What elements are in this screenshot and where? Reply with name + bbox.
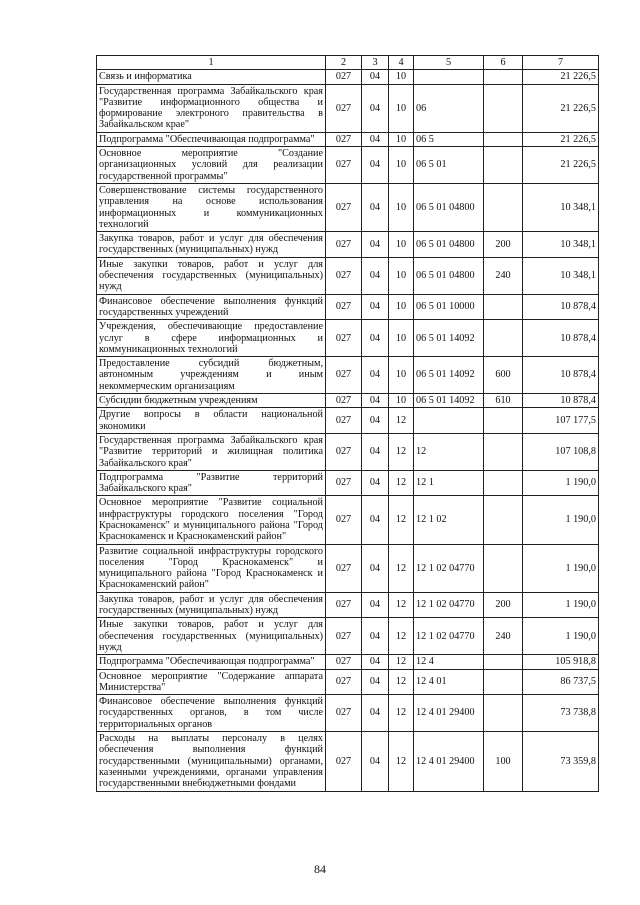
cell-pr: 10	[389, 183, 414, 231]
cell-ved: 027	[326, 70, 362, 84]
table-row	[97, 470, 599, 496]
cell-name: Другие вопросы в области национальной экономики	[97, 408, 326, 434]
cell-csr: 06	[414, 84, 484, 132]
header-row	[97, 56, 599, 70]
cell-ved: 027	[326, 294, 362, 320]
table-row	[97, 592, 599, 618]
cell-rz: 04	[362, 496, 389, 544]
cell-ved: 027	[326, 257, 362, 294]
cell-sum: 1 190,0	[523, 470, 599, 496]
cell-pr: 12	[389, 655, 414, 669]
cell-ved: 027	[326, 408, 362, 434]
cell-csr	[414, 70, 484, 84]
table-row	[97, 732, 599, 791]
cell-pr: 10	[389, 357, 414, 394]
table-row	[97, 183, 599, 231]
cell-csr: 12 1 02 04770	[414, 618, 484, 655]
cell-csr: 12	[414, 433, 484, 470]
cell-rz: 04	[362, 544, 389, 592]
cell-vr	[484, 470, 523, 496]
cell-pr: 12	[389, 408, 414, 434]
cell-name: Основное мероприятие "Развитие социальной инфраструктуры городского поселения "Город Краснокаменск" и муниципального района "Город Краснокаменск и Краснокаменский район"	[97, 496, 326, 544]
cell-pr: 10	[389, 394, 414, 408]
cell-pr: 10	[389, 70, 414, 84]
table-row	[97, 357, 599, 394]
table-row	[97, 147, 599, 184]
cell-rz: 04	[362, 70, 389, 84]
cell-csr: 06 5 01 14092	[414, 394, 484, 408]
cell-vr	[484, 544, 523, 592]
table-row	[97, 294, 599, 320]
cell-sum: 86 737,5	[523, 669, 599, 695]
cell-vr: 240	[484, 257, 523, 294]
cell-rz: 04	[362, 147, 389, 184]
cell-ved: 027	[326, 496, 362, 544]
cell-sum: 73 738,8	[523, 695, 599, 732]
table-row	[97, 433, 599, 470]
cell-vr	[484, 669, 523, 695]
cell-sum: 21 226,5	[523, 70, 599, 84]
cell-csr: 12 1 02 04770	[414, 544, 484, 592]
cell-rz: 04	[362, 618, 389, 655]
cell-sum: 10 878,4	[523, 357, 599, 394]
cell-sum: 10 348,1	[523, 183, 599, 231]
table-row	[97, 496, 599, 544]
cell-vr: 240	[484, 618, 523, 655]
cell-name: Совершенствование системы государственного управления на основе использования информационных и коммуникационных технологий	[97, 183, 326, 231]
table-row	[97, 618, 599, 655]
cell-sum: 10 878,4	[523, 394, 599, 408]
cell-sum: 10 878,4	[523, 320, 599, 357]
header-cell-vr: 6	[484, 56, 523, 70]
cell-name: Основное мероприятие "Содержание аппарата Министерства"	[97, 669, 326, 695]
cell-pr: 10	[389, 84, 414, 132]
cell-name: Закупка товаров, работ и услуг для обеспечения государственных (муниципальных) нужд	[97, 592, 326, 618]
cell-vr: 600	[484, 357, 523, 394]
cell-sum: 1 190,0	[523, 618, 599, 655]
cell-vr	[484, 294, 523, 320]
cell-sum: 73 359,8	[523, 732, 599, 791]
cell-rz: 04	[362, 470, 389, 496]
cell-ved: 027	[326, 470, 362, 496]
cell-csr	[414, 408, 484, 434]
cell-pr: 12	[389, 470, 414, 496]
cell-sum: 1 190,0	[523, 496, 599, 544]
table-row	[97, 70, 599, 84]
cell-ved: 027	[326, 394, 362, 408]
cell-csr: 12 4 01 29400	[414, 732, 484, 791]
cell-sum: 10 348,1	[523, 232, 599, 258]
cell-sum: 1 190,0	[523, 592, 599, 618]
cell-name: Подпрограмма "Обеспечивающая подпрограмма"	[97, 132, 326, 146]
cell-name: Развитие социальной инфраструктуры городского поселения "Город Краснокаменск" и муниципального района "Город Краснокаменск и Краснокаменский район"	[97, 544, 326, 592]
cell-rz: 04	[362, 669, 389, 695]
cell-ved: 027	[326, 132, 362, 146]
table-row	[97, 257, 599, 294]
cell-rz: 04	[362, 732, 389, 791]
cell-vr	[484, 655, 523, 669]
cell-name: Подпрограмма "Обеспечивающая подпрограмма"	[97, 655, 326, 669]
table-row	[97, 84, 599, 132]
cell-vr	[484, 183, 523, 231]
cell-name: Государственная программа Забайкальского края "Развитие территорий и жилищная политика Забайкальского края"	[97, 433, 326, 470]
cell-sum: 21 226,5	[523, 132, 599, 146]
cell-pr: 12	[389, 732, 414, 791]
cell-pr: 10	[389, 257, 414, 294]
cell-vr	[484, 132, 523, 146]
cell-csr: 06 5	[414, 132, 484, 146]
cell-csr: 12 1 02 04770	[414, 592, 484, 618]
cell-csr: 12 1 02	[414, 496, 484, 544]
cell-sum: 21 226,5	[523, 147, 599, 184]
header-cell-csr: 5	[414, 56, 484, 70]
cell-ved: 027	[326, 695, 362, 732]
cell-rz: 04	[362, 408, 389, 434]
cell-name: Государственная программа Забайкальского края "Развитие информационного общества и формирование электроного правительства в Забайкальском крае"	[97, 84, 326, 132]
cell-vr	[484, 70, 523, 84]
cell-ved: 027	[326, 433, 362, 470]
table-row	[97, 394, 599, 408]
cell-rz: 04	[362, 357, 389, 394]
cell-ved: 027	[326, 592, 362, 618]
cell-pr: 12	[389, 669, 414, 695]
header-cell-pr: 4	[389, 56, 414, 70]
cell-vr: 610	[484, 394, 523, 408]
cell-name: Иные закупки товаров, работ и услуг для обеспечения государственных (муниципальных) нужд	[97, 257, 326, 294]
cell-name: Финансовое обеспечение выполнения функций государственных органов, в том числе территориальных органов	[97, 695, 326, 732]
cell-csr: 12 4	[414, 655, 484, 669]
cell-rz: 04	[362, 695, 389, 732]
header-cell-rz: 3	[362, 56, 389, 70]
cell-vr	[484, 408, 523, 434]
cell-vr	[484, 84, 523, 132]
table-row	[97, 669, 599, 695]
cell-vr	[484, 433, 523, 470]
cell-ved: 027	[326, 357, 362, 394]
cell-sum: 21 226,5	[523, 84, 599, 132]
cell-name: Предоставление субсидий бюджетным, автономным учреждениям и иным некоммерческим организациям	[97, 357, 326, 394]
cell-name: Расходы на выплаты персоналу в целях обеспечения выполнения функций государственными (муниципальными) органами, казенными учреждениями, органами управления государственными внебюджетными фондами	[97, 732, 326, 791]
cell-name: Финансовое обеспечение выполнения функций государственных учреждений	[97, 294, 326, 320]
table-row	[97, 408, 599, 434]
cell-rz: 04	[362, 257, 389, 294]
cell-csr: 12 1	[414, 470, 484, 496]
cell-sum: 107 177,5	[523, 408, 599, 434]
cell-sum: 10 878,4	[523, 294, 599, 320]
cell-pr: 10	[389, 147, 414, 184]
table-row	[97, 132, 599, 146]
page-number: 84	[314, 862, 326, 876]
table-row	[97, 544, 599, 592]
cell-pr: 12	[389, 544, 414, 592]
cell-name: Иные закупки товаров, работ и услуг для обеспечения государственных (муниципальных) нужд	[97, 618, 326, 655]
cell-csr: 12 4 01	[414, 669, 484, 695]
cell-vr: 100	[484, 732, 523, 791]
cell-rz: 04	[362, 232, 389, 258]
cell-ved: 027	[326, 732, 362, 791]
cell-pr: 12	[389, 433, 414, 470]
cell-rz: 04	[362, 394, 389, 408]
cell-pr: 10	[389, 232, 414, 258]
cell-csr: 06 5 01 14092	[414, 357, 484, 394]
header-cell-sum: 7	[523, 56, 599, 70]
cell-name: Учреждения, обеспечивающие предоставление услуг в сфере информационных и коммуникационных технологий	[97, 320, 326, 357]
cell-sum: 1 190,0	[523, 544, 599, 592]
cell-rz: 04	[362, 320, 389, 357]
cell-pr: 10	[389, 320, 414, 357]
cell-csr: 12 4 01 29400	[414, 695, 484, 732]
budget-table	[96, 55, 599, 792]
cell-rz: 04	[362, 592, 389, 618]
cell-ved: 027	[326, 147, 362, 184]
cell-rz: 04	[362, 433, 389, 470]
cell-rz: 04	[362, 132, 389, 146]
table-row	[97, 695, 599, 732]
cell-ved: 027	[326, 655, 362, 669]
cell-ved: 027	[326, 320, 362, 357]
table-body	[97, 70, 599, 791]
cell-ved: 027	[326, 669, 362, 695]
cell-vr	[484, 320, 523, 357]
cell-ved: 027	[326, 618, 362, 655]
cell-rz: 04	[362, 84, 389, 132]
cell-csr: 06 5 01	[414, 147, 484, 184]
cell-csr: 06 5 01 04800	[414, 232, 484, 258]
header-cell-name: 1	[97, 56, 326, 70]
cell-vr: 200	[484, 232, 523, 258]
cell-pr: 12	[389, 592, 414, 618]
cell-rz: 04	[362, 294, 389, 320]
table-row	[97, 655, 599, 669]
cell-pr: 12	[389, 496, 414, 544]
cell-ved: 027	[326, 84, 362, 132]
cell-name: Подпрограмма "Развитие территорий Забайкальского края"	[97, 470, 326, 496]
cell-vr	[484, 147, 523, 184]
cell-ved: 027	[326, 183, 362, 231]
cell-csr: 06 5 01 14092	[414, 320, 484, 357]
cell-name: Связь и информатика	[97, 70, 326, 84]
table-row	[97, 320, 599, 357]
cell-sum: 107 108,8	[523, 433, 599, 470]
cell-vr	[484, 695, 523, 732]
cell-sum: 10 348,1	[523, 257, 599, 294]
cell-ved: 027	[326, 544, 362, 592]
cell-pr: 10	[389, 294, 414, 320]
cell-name: Субсидии бюджетным учреждениям	[97, 394, 326, 408]
header-cell-ved: 2	[326, 56, 362, 70]
cell-sum: 105 918,8	[523, 655, 599, 669]
cell-name: Основное мероприятие "Создание организационных условий для реализации государственной программы"	[97, 147, 326, 184]
cell-pr: 12	[389, 618, 414, 655]
cell-csr: 06 5 01 04800	[414, 183, 484, 231]
cell-rz: 04	[362, 183, 389, 231]
cell-csr: 06 5 01 10000	[414, 294, 484, 320]
cell-ved: 027	[326, 232, 362, 258]
cell-name: Закупка товаров, работ и услуг для обеспечения государственных (муниципальных) нужд	[97, 232, 326, 258]
cell-pr: 10	[389, 132, 414, 146]
cell-csr: 06 5 01 04800	[414, 257, 484, 294]
cell-pr: 12	[389, 695, 414, 732]
cell-rz: 04	[362, 655, 389, 669]
table-row	[97, 232, 599, 258]
cell-vr: 200	[484, 592, 523, 618]
cell-vr	[484, 496, 523, 544]
